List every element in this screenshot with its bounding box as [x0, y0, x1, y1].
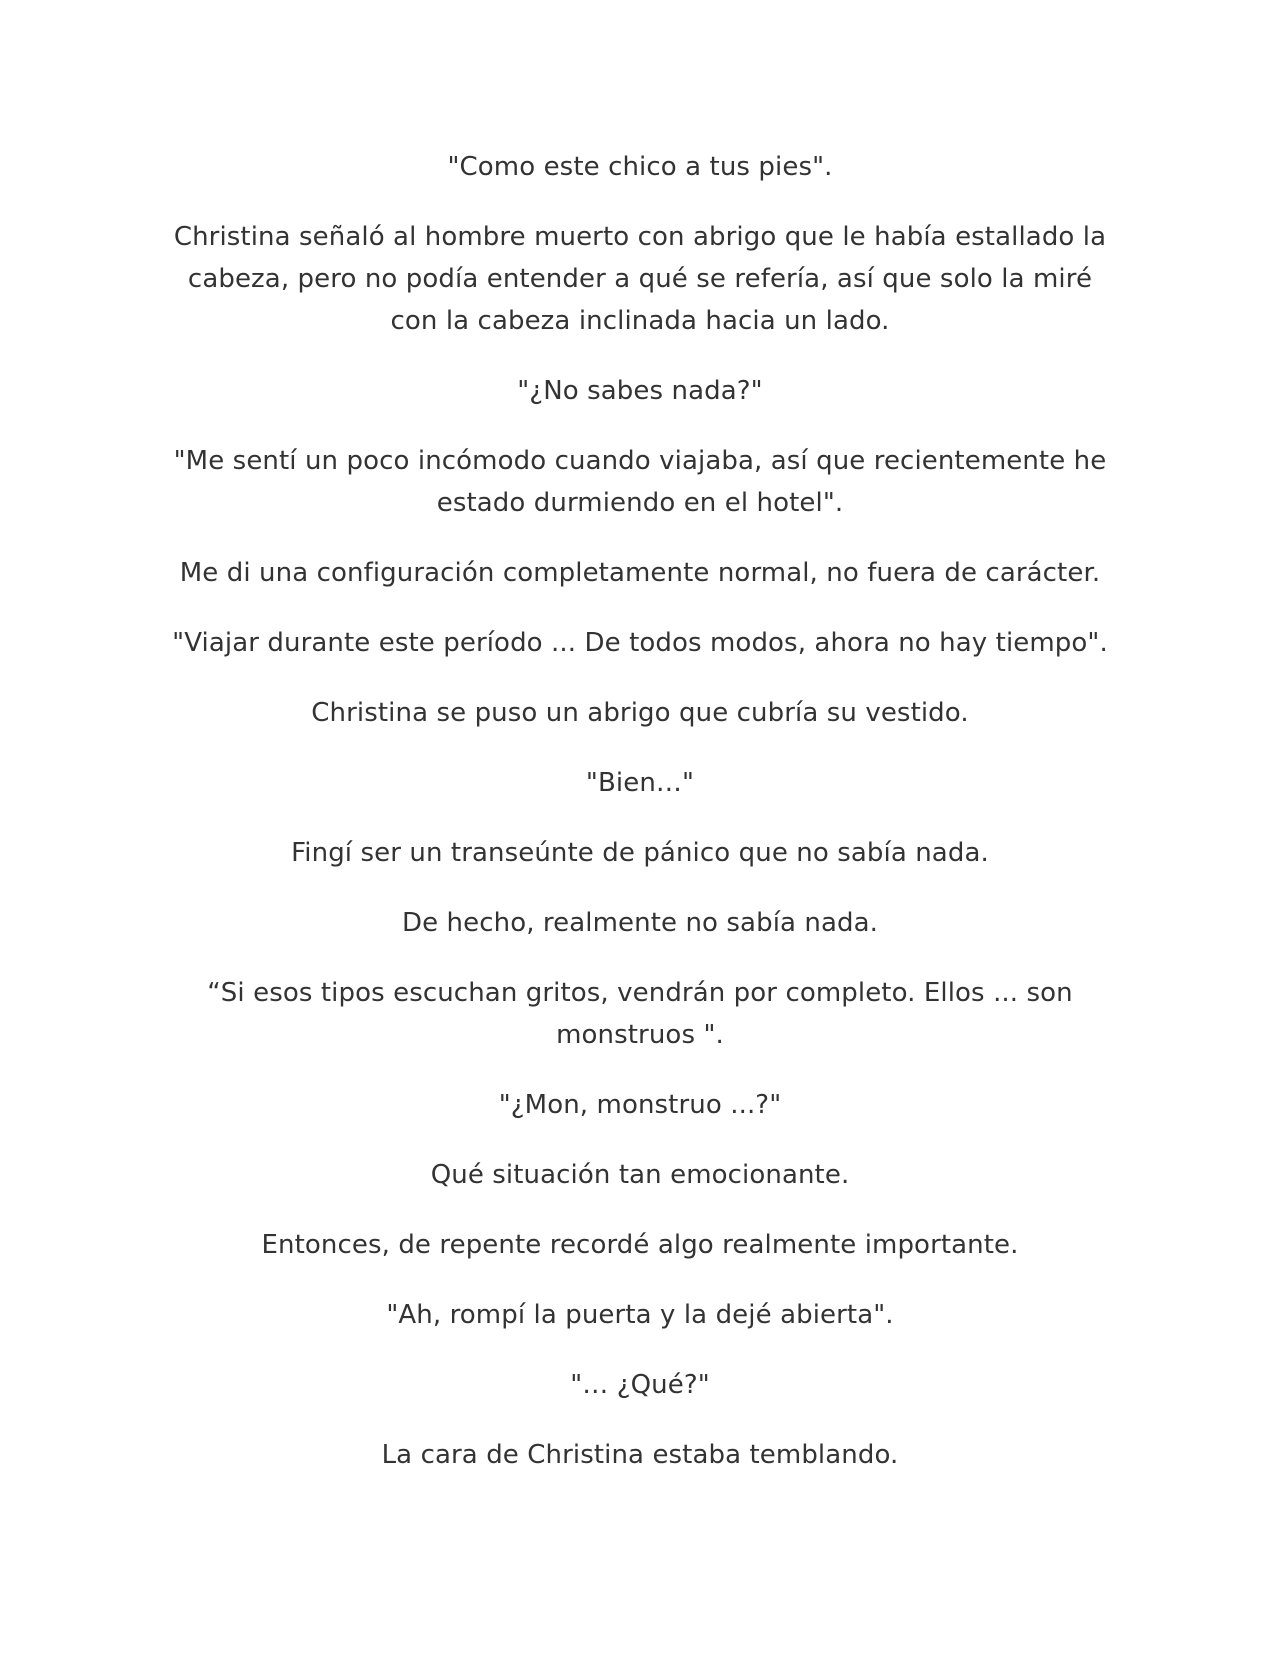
- paragraph-14: Entonces, de repente recordé algo realmente importante.: [261, 1230, 1019, 1260]
- paragraph-7: Christina se puso un abrigo que cubría su vestido.: [311, 698, 969, 728]
- paragraph-3: "¿No sabes nada?": [517, 376, 763, 406]
- paragraph-10: De hecho, realmente no sabía nada.: [401, 908, 879, 938]
- paragraph-16: "… ¿Qué?": [570, 1370, 710, 1400]
- paragraph-17: La cara de Christina estaba temblando.: [381, 1440, 899, 1470]
- paragraph-2: Christina señaló al hombre muerto con abrigo que le había estallado la cabeza, pero no podía entender a qué se refería, así que solo la miré con la cabeza inclinada hacia un lado.: [173, 222, 1107, 336]
- paragraph-4: "Me sentí un poco incómodo cuando viajaba, así que recientemente he estado durmiendo en el hotel".: [173, 446, 1107, 518]
- paragraph-9: Fingí ser un transeúnte de pánico que no sabía nada.: [291, 838, 989, 868]
- document-body: [170, 146, 1110, 1476]
- paragraph-6: "Viajar durante este período ... De todos modos, ahora no hay tiempo".: [172, 628, 1108, 658]
- paragraph-1: "Como este chico a tus pies".: [447, 152, 833, 182]
- paragraph-15: "Ah, rompí la puerta y la dejé abierta".: [386, 1300, 894, 1330]
- paragraph-13: Qué situación tan emocionante.: [430, 1160, 850, 1190]
- paragraph-5: Me di una configuración completamente normal, no fuera de carácter.: [179, 558, 1101, 588]
- paragraph-8: "Bien…": [585, 768, 695, 798]
- paragraph-11: “Si esos tipos escuchan gritos, vendrán por completo. Ellos ... son monstruos ".: [207, 978, 1073, 1050]
- paragraph-12: "¿Mon, monstruo ...?": [498, 1090, 782, 1120]
